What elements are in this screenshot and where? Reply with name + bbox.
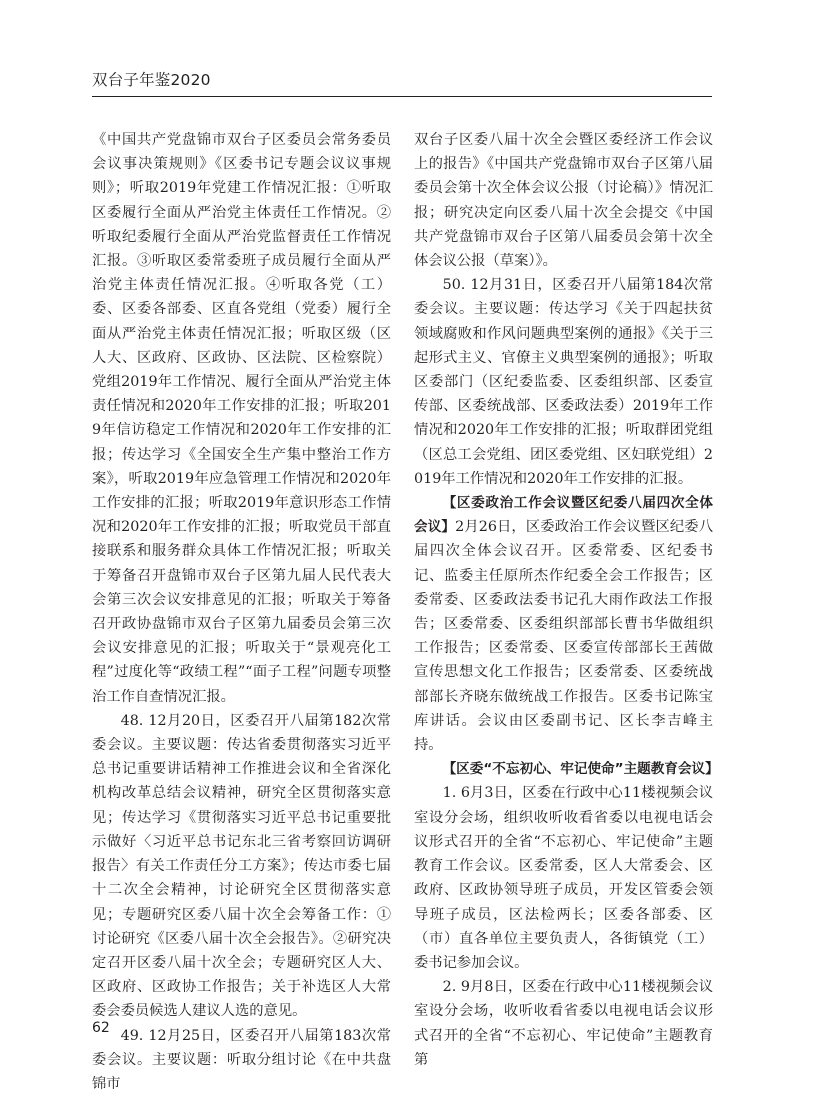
paragraph-continued: 《中国共产党盘锦市双台子区委员会常务委员会议事决策规则》《区委书记专题会议议事规则》；听取2019年党建工作情况汇报：①听取区委履行全面从严治党主体责任工作情况。②听取纪委履行全面从严治党监督责任工作情况汇报。③听取区委常委班子成员履行全面从严治党主体责任情况汇报。④听取各党（工）委、区委各部委、区直各党组（党委）履行全面从严治党主体责任情况汇报；听取区级（区人大、区政府、区政协、区法院、区检察院）党组2019年工作情况、履行全面从严治党主体责任情况和2020年工作安排的汇报；听取2019年信访稳定工作情况和2020年工作安排的汇报；传达学习《全国安全生产集中整治工作方案》，听取2019年应急管理工作情况和2020年工作安排的汇报；听取2019年意识形态工作情况和2020年工作安排的汇报；听取党员干部直接联系和服务群众具体工作情况汇报；听取关于筹备召开盘锦市双台子区第九届人民代表大会第三次会议安排意见的汇报；听取关于筹备召开政协盘锦市双台子区第九届委员会第三次会议安排意见的汇报；听取关于“景观亮化工程”过度化等“政绩工程”“面子工程”问题专项整治工作自查情况汇报。	[92, 132, 391, 705]
page-number: 62	[92, 1020, 110, 1036]
paragraph-item-48: 48. 12月20日，区委召开八届第182次常委会议。主要议题：传达省委贯彻落实习近平总书记重要讲话精神工作推进会议和全省深化机构改革总结会议精神，研究全区贯彻落实意见；传达学习《贯彻落实习近平总书记重要批示做好〈习近平总书记东北三省考察回访调研报告〉有关工作责任分工方案》；传达市委七届十二次全会精神，讨论研究全区贯彻落实意见；专题研究区委八届十次全会筹备工作：①讨论研究《区委八届十次全会报告》。②研究决定召开区委八届十次全会；专题研究区人大、区政府、区政协工作报告；关于补选区人大常委会委员候选人建议人选的意见。	[92, 712, 391, 1020]
header-rule	[92, 96, 712, 97]
right-column	[414, 128, 719, 1072]
paragraph-theme-item-1: 1. 6月3日，区委在行政中心11楼视频会议室设分会场，组织收听收看省委以电视电话会议形式召开的全省“不忘初心、牢记使命”主题教育工作会议。区委常委，区人大常委会、区政府、区政协领导班子成员，开发区管委会领导班子成员，区法检两长；区委各部委、区（市）直各单位主要负责人，各街镇党（工）委书记参加会议。	[414, 785, 713, 971]
running-header-title: 双台子年鉴2020	[92, 71, 211, 89]
left-column	[92, 128, 391, 1096]
paragraph-item-49: 49. 12月25日，区委召开八届第183次常委会议。主要议题：听取分组讨论《在中共盘锦市	[92, 1027, 391, 1092]
section-political-work-conference	[414, 491, 713, 757]
section-theme-education-conference	[414, 757, 719, 781]
section-heading-theme-education: 【区委“不忘初心、牢记使命”主题教育会议】	[442, 761, 719, 778]
paragraph-item-49-continued: 双台子区委八届十次全会暨区委经济工作会议上的报告》《中国共产党盘锦市双台子区第八届委员会第十次全体会议公报（讨论稿）》情况汇报；研究决定向区委八届十次全会提交《中国共产党盘锦市双台子区第八届委员会第十次全体会议公报（草案）》。	[414, 132, 713, 270]
paragraph-item-50: 50. 12月31日，区委召开八届第184次常委会议。主要议题：传达学习《关于四起扶贫领域腐败和作风问题典型案例的通报》《关于三起形式主义、官僚主义典型案例的通报》；听取区委部门（区纪委监委、区委组织部、区委宣传部、区委统战部、区委政法委）2019年工作情况和2020年工作安排的汇报；听取群团党组（区总工会党组、团区委党组、区妇联党组）2019年工作情况和2020年工作安排的汇报。	[414, 277, 713, 487]
section-body-political-work: 2月26日，区委政治工作会议暨区纪委八届四次全体会议召开。区委常委、区纪委书记、监委主任原所杰作纪委全会工作报告；区委常委、区委政法委书记孔大雨作政法工作报告；区委常委、区委组织部部长曹书华做组织工作报告；区委常委、区委宣传部部长王茜做宣传思想文化工作报告；区委常委、区委统战部部长齐晓东做统战工作报告。区委书记陈宝库讲话。会议由区委副书记、区长李吉峰主持。	[414, 519, 713, 754]
section-heading-political-work: 【区委政治工作会议暨区纪委八届四次全体会议】	[414, 495, 713, 536]
paragraph-theme-item-2: 2. 9月8日，区委在行政中心11楼视频会议室设分会场，收听收看省委以电视电话会议形式召开的全省“不忘初心、牢记使命”主题教育第	[414, 979, 713, 1068]
